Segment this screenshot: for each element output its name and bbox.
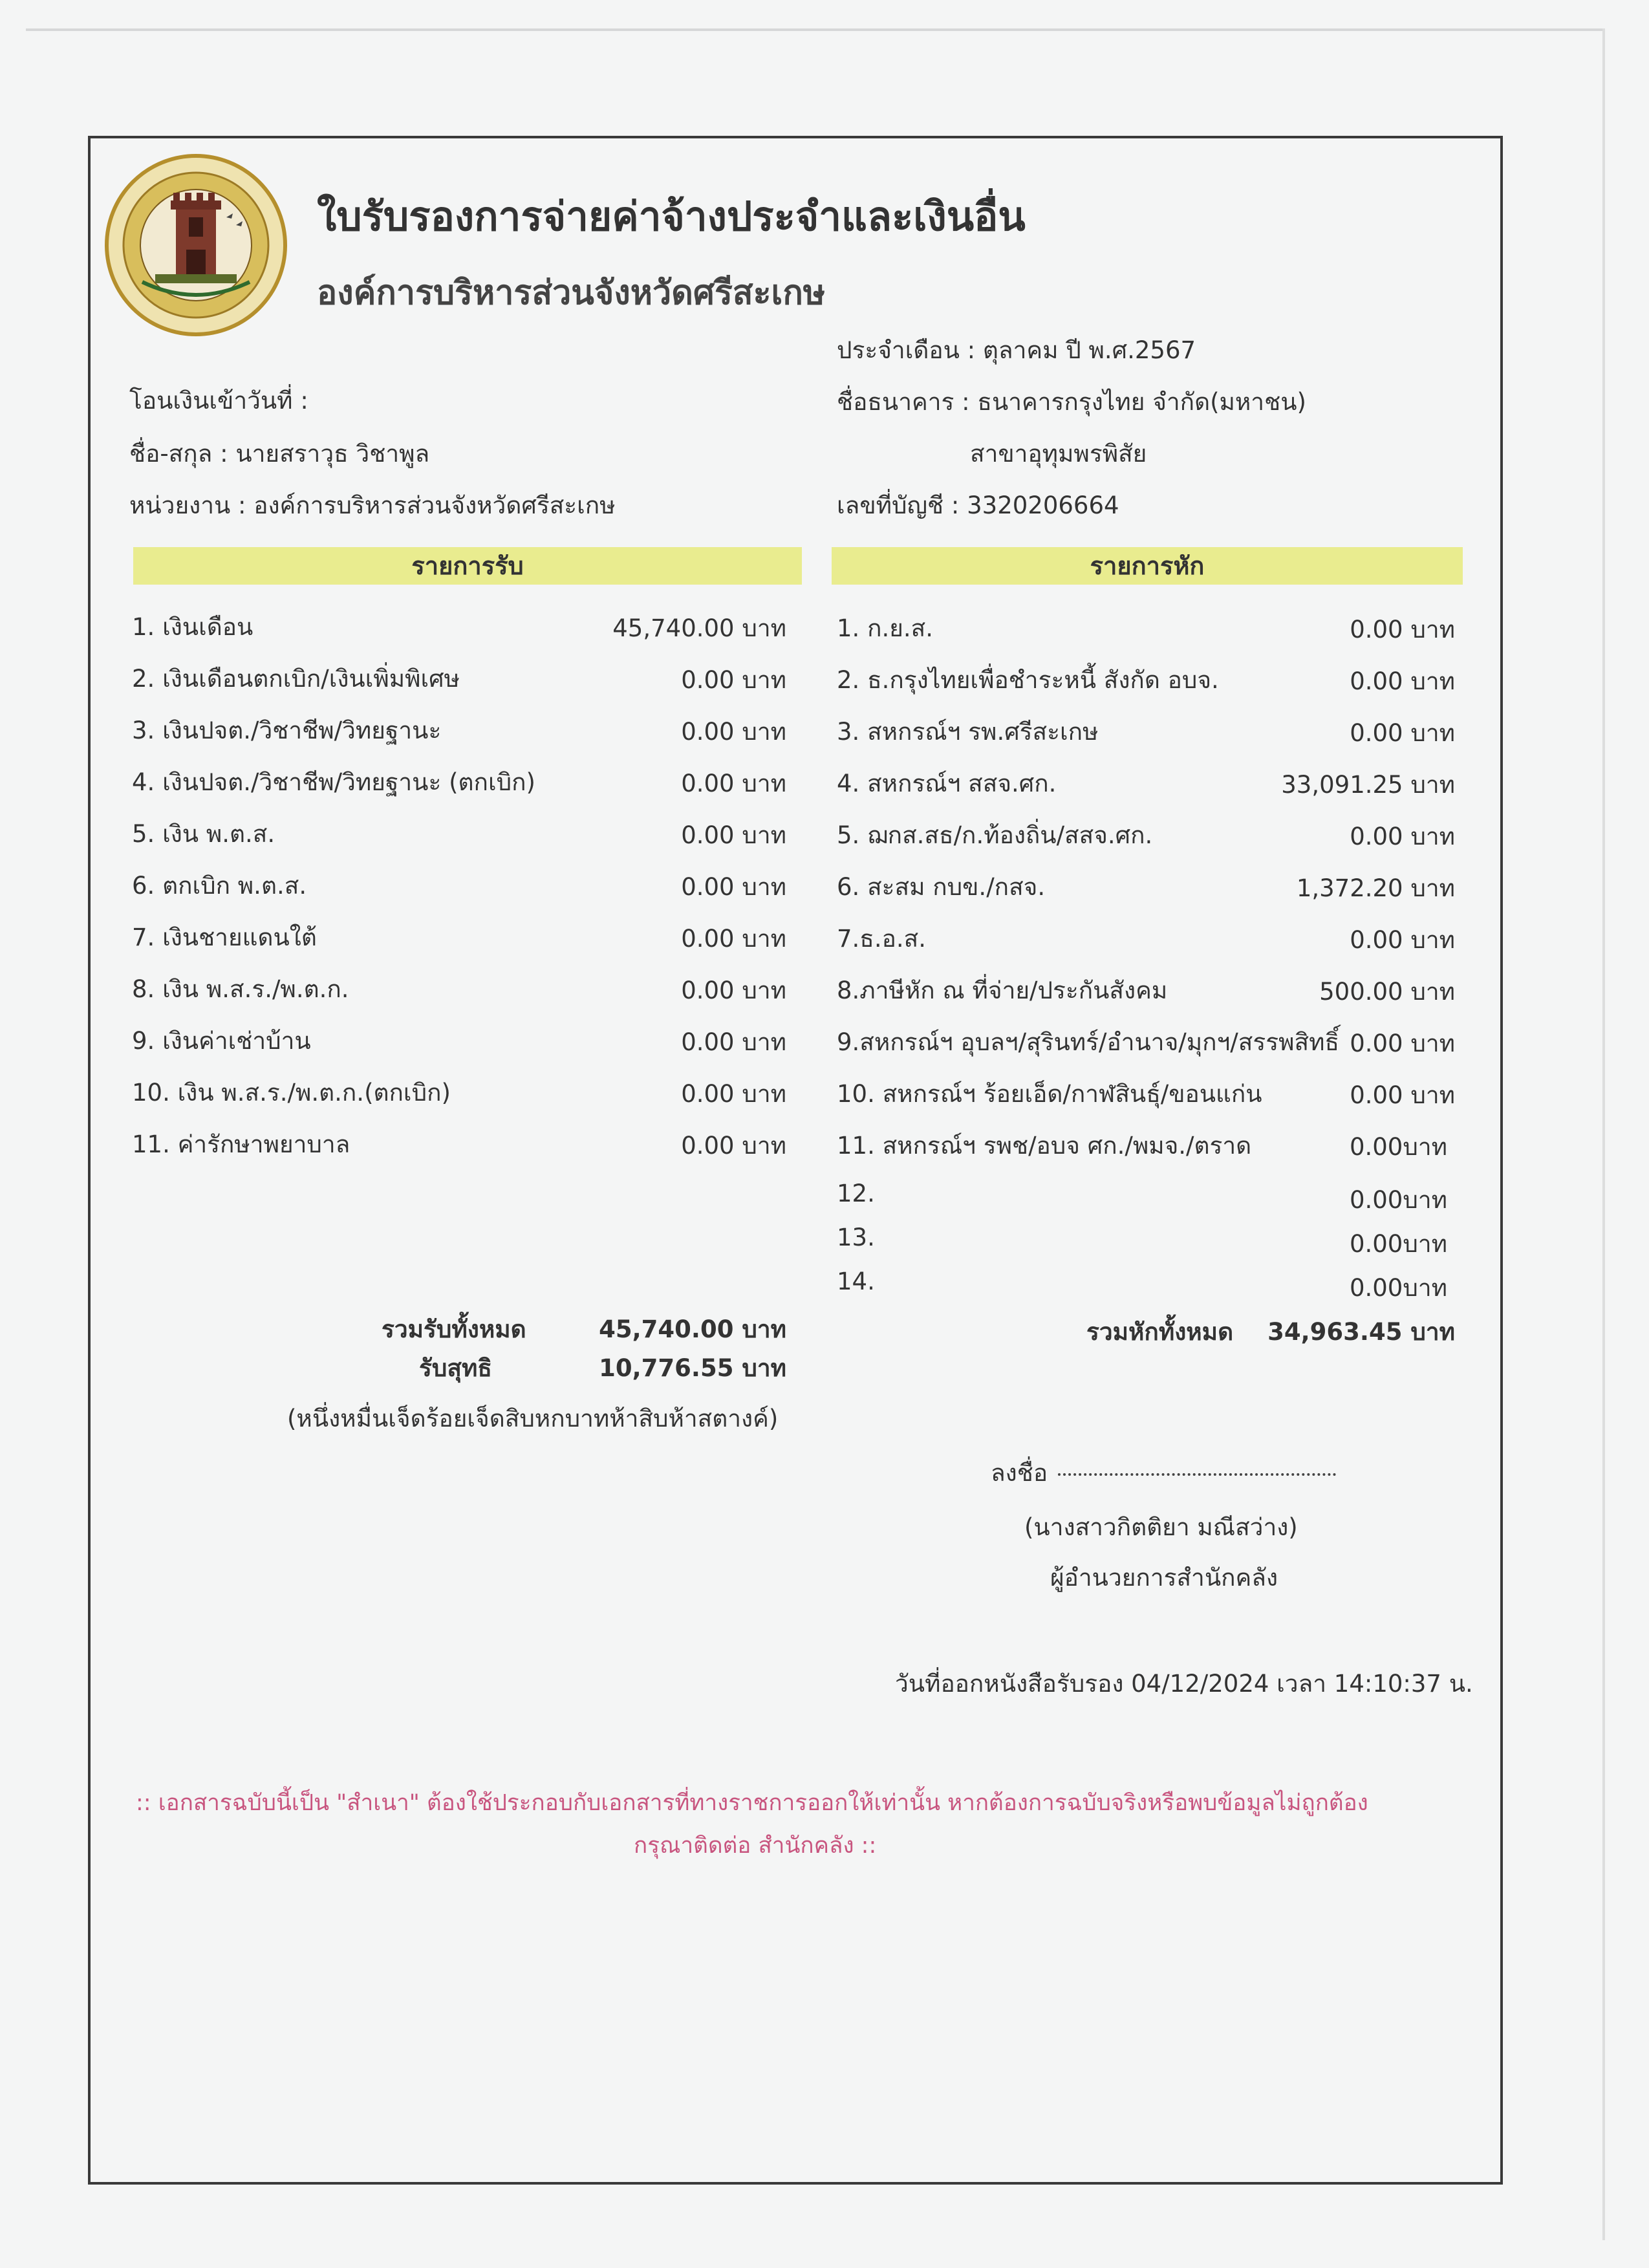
deduction-heading: รายการหัก (1090, 552, 1205, 580)
income-item-amount: 0.00 บาท (681, 1080, 786, 1108)
income-total-label: รวมรับทั้งหมด (382, 1315, 526, 1343)
work-unit: หน่วยงาน : องค์การบริหารส่วนจังหวัดศรีสะเกษ (129, 491, 616, 519)
deduction-item-label: 7.ธ.อ.ส. (837, 925, 926, 953)
pay-month: ประจำเดือน : ตุลาคม ปี พ.ศ.2567 (837, 336, 1196, 364)
deduction-item-label: 2. ธ.กรุงไทยเพื่อชำระหนี้ สังกัด อบจ. (837, 666, 1219, 694)
deduction-item-amount: 0.00บาท (1349, 1274, 1447, 1302)
copy-notice-line1: :: เอกสารฉบับนี้เป็น "สำเนา" ต้องใช้ประกอบกับเอกสารที่ทางราชการออกให้เท่านั้น หากต้องการฉบับจริงหรือพบข้อมูลไม่ถูกต้อง (136, 1790, 1368, 1816)
account-number: เลขที่บัญชี : 3320206664 (837, 491, 1119, 519)
income-item-label: 1. เงินเดือน (132, 613, 253, 641)
deduction-item-label: 5. ฌกส.สธ/ก.ท้องถิ่น/สสจ.ศก. (837, 821, 1153, 849)
bank-name: ชื่อธนาคาร : ธนาคารกรุงไทย จำกัด(มหาชน) (837, 388, 1306, 416)
income-item-amount: 0.00 บาท (681, 666, 786, 694)
deduction-heading-band (832, 547, 1463, 585)
deduction-item-amount: 0.00บาท (1349, 1230, 1447, 1258)
income-item-label: 3. เงินปจต./วิชาชีพ/วิทยฐานะ (132, 717, 442, 744)
deduction-item-label: 12. (837, 1180, 875, 1207)
deduction-item-amount: 0.00 บาท (1350, 1081, 1455, 1109)
deduction-item-label: 13. (837, 1224, 875, 1251)
income-item-label: 8. เงิน พ.ส.ร./พ.ต.ก. (132, 975, 349, 1003)
org-seal-logo (103, 153, 288, 338)
income-item-label: 5. เงิน พ.ต.ส. (132, 820, 275, 848)
deduction-item-amount: 0.00บาท (1349, 1133, 1447, 1161)
income-item-amount: 0.00 บาท (681, 821, 786, 849)
income-item-amount: 0.00 บาท (681, 925, 786, 953)
sign-label: ลงชื่อ (991, 1459, 1048, 1487)
income-item-label: 11. ค่ารักษาพยาบาล (132, 1130, 350, 1158)
deduction-item-amount: 0.00 บาท (1350, 926, 1455, 954)
deduction-item-label: 8.ภาษีหัก ณ ที่จ่าย/ประกันสังคม (837, 977, 1168, 1004)
document-title: ใบรับรองการจ่ายค่าจ้างประจำและเงินอื่น (317, 193, 1026, 240)
signer-position: ผู้อำนวยการสำนักคลัง (1050, 1564, 1278, 1592)
deduction-item-amount: 0.00บาท (1349, 1186, 1447, 1214)
deduction-item-label: 1. ก.ย.ส. (837, 614, 934, 642)
organization-name: องค์การบริหารส่วนจังหวัดศรีสะเกษ (317, 274, 826, 312)
deduction-item-label: 9.สหกรณ์ฯ อุบลฯ/สุรินทร์/อำนาจ/มุกฯ/สรรพสิทธิ์ (837, 1028, 1340, 1056)
deduction-item-amount: 33,091.25 บาท (1281, 771, 1455, 799)
income-item-amount: 0.00 บาท (681, 1132, 786, 1160)
income-item-amount: 0.00 บาท (681, 873, 786, 901)
scan-edge (1602, 28, 1605, 2240)
deduction-item-label: 6. สะสม กบข./กสจ. (837, 873, 1046, 901)
income-heading-band (133, 547, 802, 585)
income-item-label: 6. ตกเบิก พ.ต.ส. (132, 872, 307, 900)
deduction-total-label: รวมหักทั้งหมด (1086, 1318, 1234, 1346)
income-item-amount: 0.00 บาท (681, 770, 786, 797)
income-item-label: 2. เงินเดือนตกเบิก/เงินเพิ่มพิเศษ (132, 665, 460, 693)
issue-datetime: วันที่ออกหนังสือรับรอง 04/12/2024 เวลา 14:10:37 น. (895, 1670, 1473, 1698)
signer-name: (นางสาวกิตติยา มณีสว่าง) (1024, 1513, 1298, 1541)
deduction-item-label: 14. (837, 1268, 875, 1295)
income-item-label: 4. เงินปจต./วิชาชีพ/วิทยฐานะ (ตกเบิก) (132, 768, 535, 796)
deduction-item-amount: 0.00 บาท (1350, 616, 1455, 643)
copy-notice-line2: กรุณาติดต่อ สำนักคลัง :: (634, 1833, 877, 1859)
deduction-item-amount: 0.00 บาท (1350, 667, 1455, 695)
signature-line (1058, 1473, 1336, 1476)
net-pay-amount: 10,776.55 บาท (599, 1354, 786, 1382)
deduction-item-amount: 1,372.20 บาท (1296, 874, 1455, 902)
income-item-label: 10. เงิน พ.ส.ร./พ.ต.ก.(ตกเบิก) (132, 1079, 451, 1107)
deduction-item-amount: 0.00 บาท (1350, 823, 1455, 850)
income-item-amount: 0.00 บาท (681, 977, 786, 1004)
scan-edge (26, 28, 1604, 31)
income-item-label: 7. เงินชายแดนใต้ (132, 923, 317, 951)
deduction-total-amount: 34,963.45 บาท (1267, 1318, 1455, 1346)
income-item-amount: 45,740.00 บาท (612, 614, 786, 642)
transfer-date: โอนเงินเข้าวันที่ : (129, 387, 308, 415)
deduction-item-amount: 500.00 บาท (1319, 978, 1455, 1006)
income-item-amount: 0.00 บาท (681, 718, 786, 746)
income-total-amount: 45,740.00 บาท (599, 1315, 786, 1343)
deduction-item-amount: 0.00 บาท (1350, 719, 1455, 747)
income-item-amount: 0.00 บาท (681, 1028, 786, 1056)
income-item-label: 9. เงินค่าเช่าบ้าน (132, 1027, 311, 1055)
deduction-item-amount: 0.00 บาท (1350, 1030, 1455, 1057)
income-heading: รายการรับ (411, 552, 524, 580)
bank-branch: สาขาอุทุมพรพิสัย (970, 440, 1147, 468)
deduction-item-label: 3. สหกรณ์ฯ รพ.ศรีสะเกษ (837, 718, 1099, 746)
deduction-item-label: 11. สหกรณ์ฯ รพช/อบจ ศก./พมจ./ตราด (837, 1132, 1252, 1160)
net-pay-label: รับสุทธิ (419, 1354, 492, 1382)
deduction-item-label: 10. สหกรณ์ฯ ร้อยเอ็ด/กาฬสินธุ์/ขอนแก่น (837, 1080, 1262, 1108)
net-pay-in-words: (หนึ่งหมื่นเจ็ดร้อยเจ็ดสิบหกบาทห้าสิบห้าสตางค์) (287, 1405, 779, 1432)
employee-name: ชื่อ-สกุล : นายสราวุธ วิชาพูล (129, 440, 430, 468)
deduction-item-label: 4. สหกรณ์ฯ สสจ.ศก. (837, 770, 1057, 797)
